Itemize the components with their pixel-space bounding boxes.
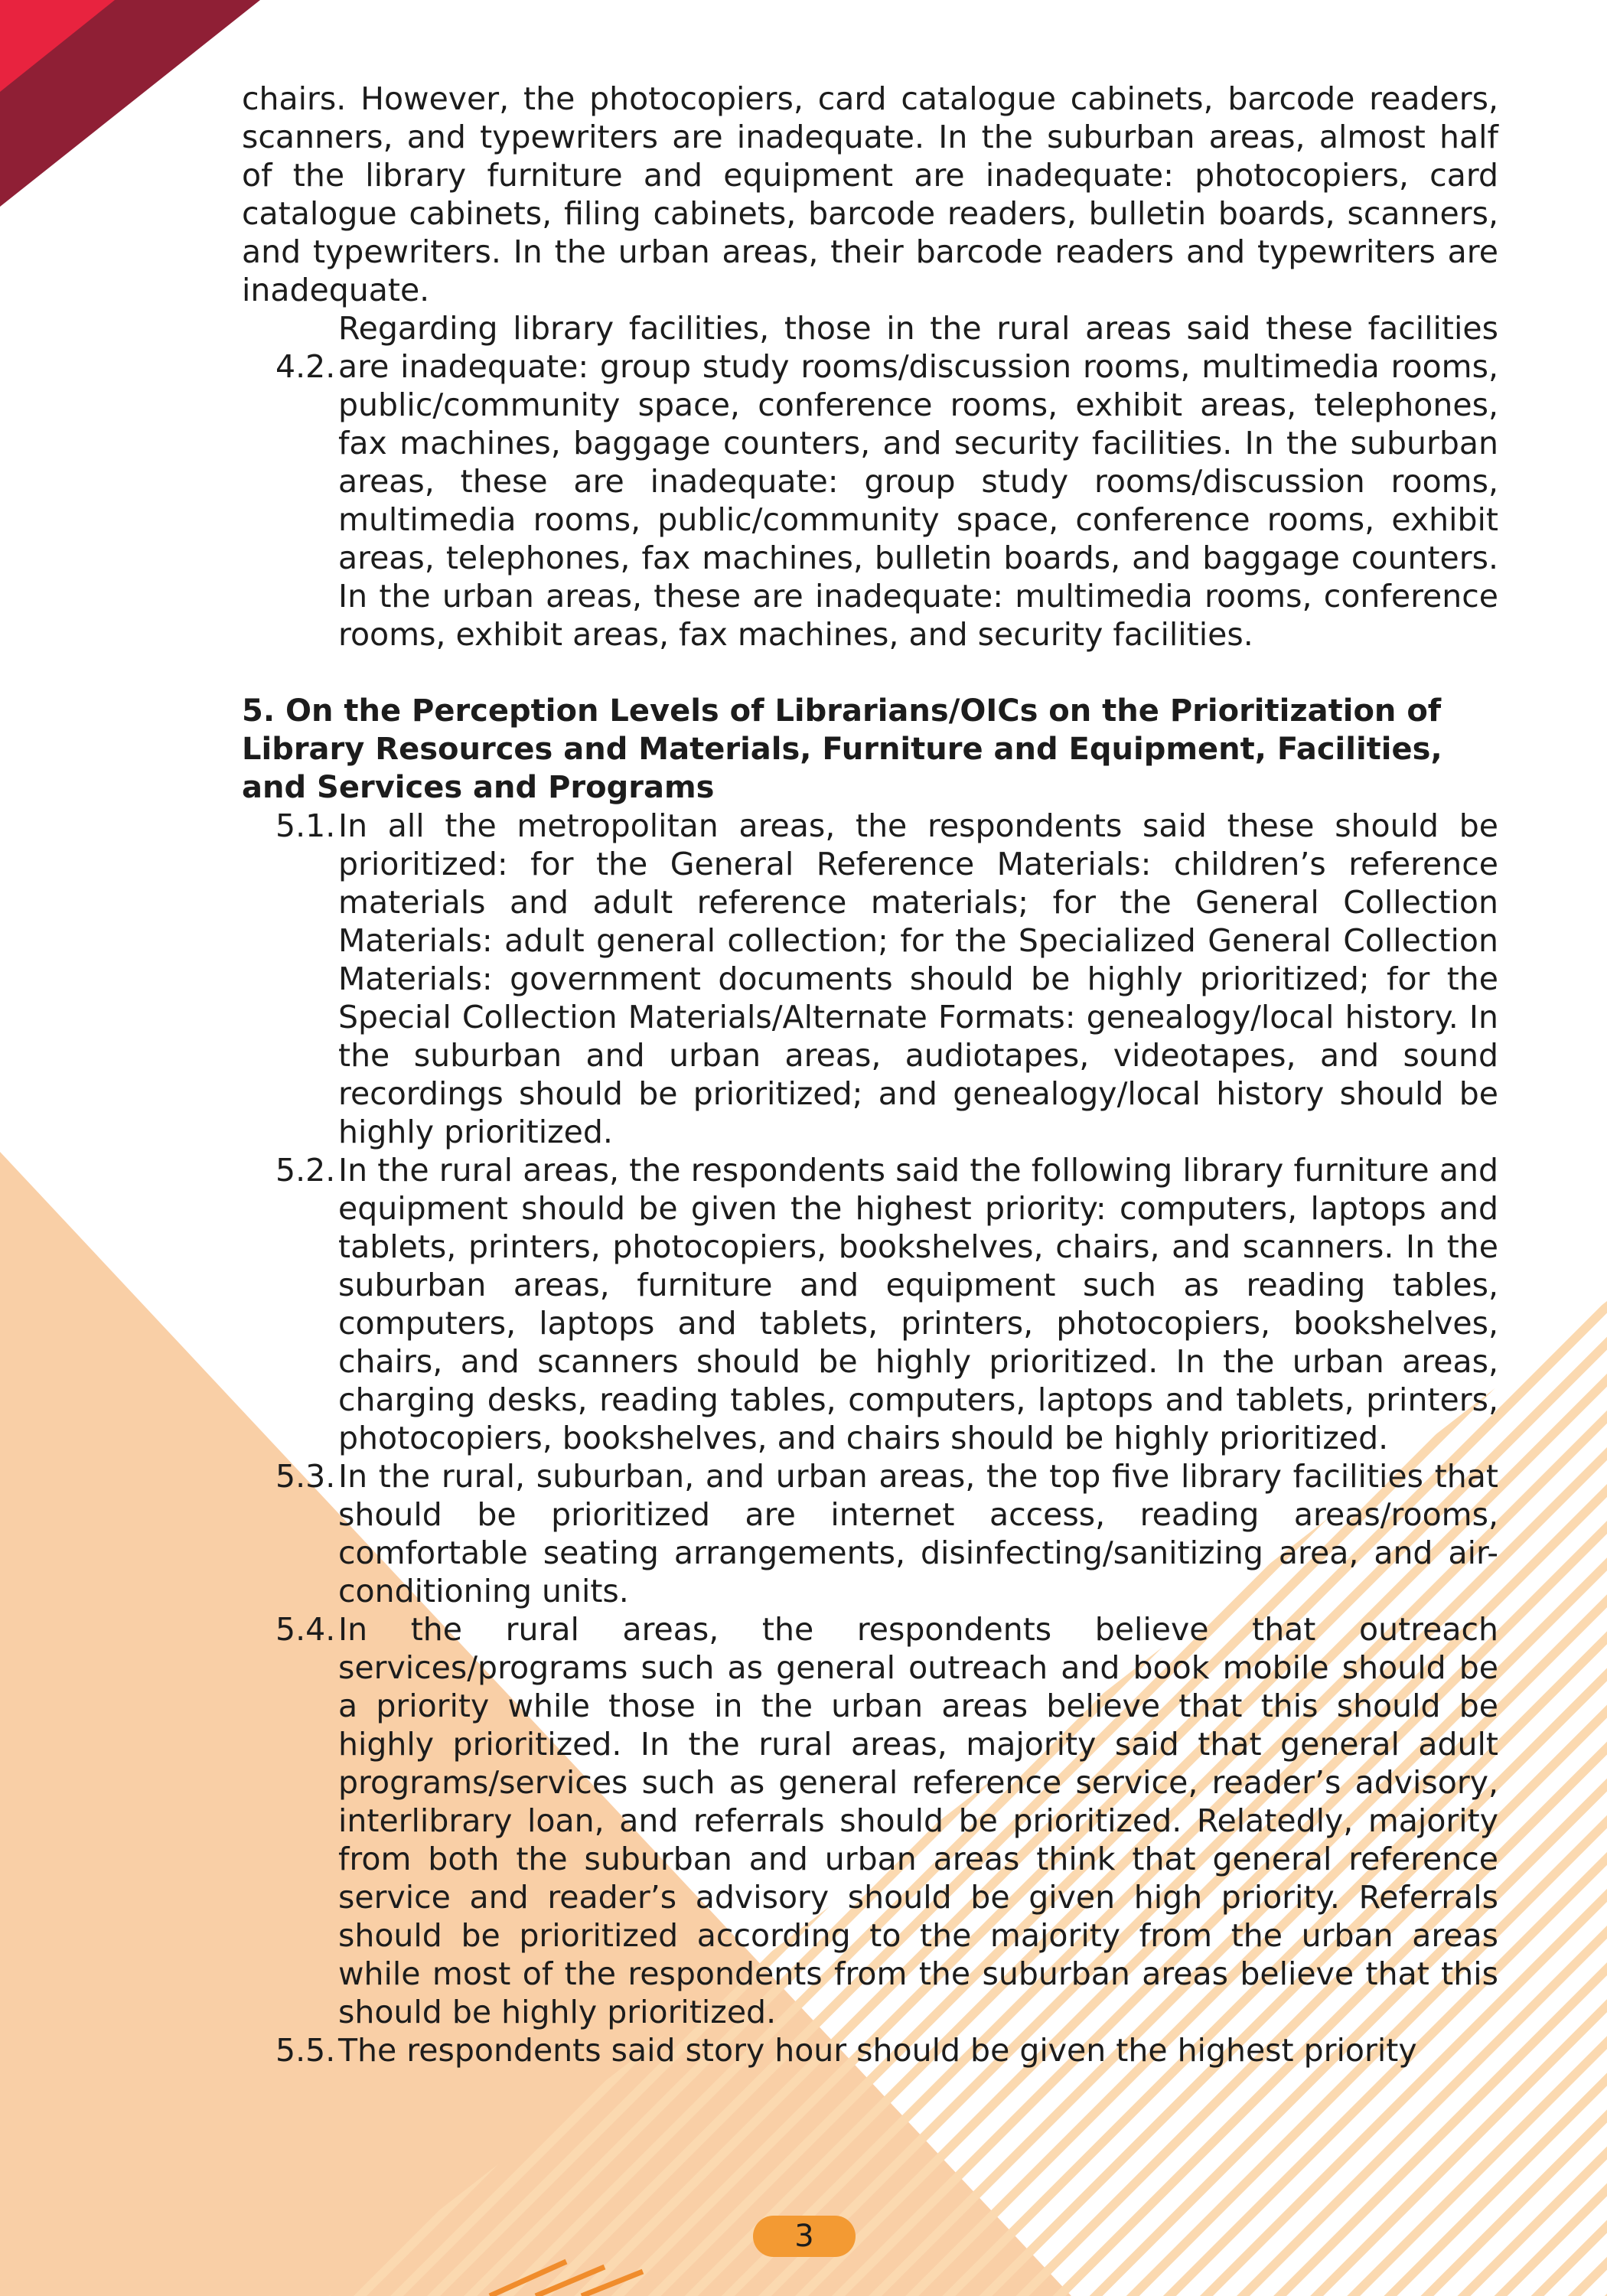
section-heading: 5. On the Perception Levels of Librarians/OICs on the Prioritization of Library Resources and Materials, Furniture and Equipment, Facilities, and Services and Programs	[242, 693, 1442, 805]
item-text: In the rural areas, the respondents believe that outreach services/programs such as general outreach and book mobile should be a priority while those in the urban areas believe that this should be highly prioritized. In the rural areas, majority said that general adult programs/services such as general reference service, reader’s advisory, interlibrary loan, and referrals should be prioritized. Relatedly, majority from both the suburban and urban areas think that general reference service and reader’s advisory should be given high priority. Referrals should be prioritized according to the majority from the urban areas while most of the respondents from the suburban areas believe that this should be highly prioritized.	[338, 1611, 1498, 2030]
list-item-5-4	[242, 1610, 1498, 2031]
list-item-5-3	[242, 1457, 1498, 1610]
item-text: In the rural, suburban, and urban areas, the top five library facilities that should be prioritized are internet access, reading areas/rooms, comfortable seating arrangements, disinfecting/sanitizing area, and air-conditioning units.	[338, 1458, 1498, 1609]
list-item-5-1	[242, 807, 1498, 1151]
item-text: Regarding library facilities, those in the rural areas said these facilities are inadequate: group study rooms/discussion rooms, multimedia rooms, public/community space, conference rooms, exhibit areas, telephones, fax machines, baggage counters, and security facilities. In the suburban areas, these are inadequate: group study rooms/discussion rooms, multimedia rooms, public/community space, conference rooms, exhibit areas, telephones, fax machines, bulletin boards, and baggage counters. In the urban areas, these are inadequate: multimedia rooms, conference rooms, exhibit areas, fax machines, and security facilities.	[338, 310, 1498, 653]
item-number: 5.3.	[275, 1458, 336, 1495]
list-item-4-2	[242, 309, 1498, 654]
page-number-badge: 3	[753, 2216, 856, 2257]
item-text: In all the metropolitan areas, the respondents said these should be prioritized: for the General Reference Materials: children’s reference materials and adult reference materials; for the General Collection Materials: adult general collection; for the Specialized General Collection Materials: government documents should be highly prioritized; for the Special Collection Materials/Alternate Formats: genealogy/local history. In the suburban and urban areas, audiotapes, videotapes, and sound recordings should be prioritized; and genealogy/local history should be highly prioritized.	[338, 807, 1498, 1150]
item-text: In the rural areas, the respondents said the following library furniture and equipment should be given the highest priority: computers, laptops and tablets, printers, photocopiers, bookshelves, chairs, and scanners. In the suburban areas, furniture and equipment such as reading tables, computers, laptops and tablets, printers, photocopiers, bookshelves, chairs, and scanners should be highly prioritized. In the urban areas, charging desks, reading tables, computers, laptops and tablets, printers, photocopiers, bookshelves, and chairs should be highly prioritized.	[338, 1152, 1498, 1456]
continuation-paragraph: chairs. However, the photocopiers, card catalogue cabinets, barcode readers, scanners, and typewriters are inadequate. In the suburban areas, almost half of the library furniture and equipment are inadequate: photocopiers, card catalogue cabinets, filing cabinets, barcode readers, bulletin boards, scanners, and typewriters. In the urban areas, their barcode readers and typewriters are inadequate.	[242, 80, 1498, 308]
item-number: 5.5.	[275, 2032, 336, 2069]
item-number: 5.2.	[275, 1152, 336, 1189]
item-number: 4.2.	[275, 348, 336, 385]
list-item-5-2	[242, 1151, 1498, 1457]
list-item-5-5	[242, 2031, 1498, 2069]
item-number: 5.4.	[275, 1611, 336, 1648]
item-text: The respondents said story hour should be given the highest priority	[338, 2032, 1417, 2069]
page-content	[242, 80, 1498, 2069]
item-number: 5.1.	[275, 807, 336, 844]
